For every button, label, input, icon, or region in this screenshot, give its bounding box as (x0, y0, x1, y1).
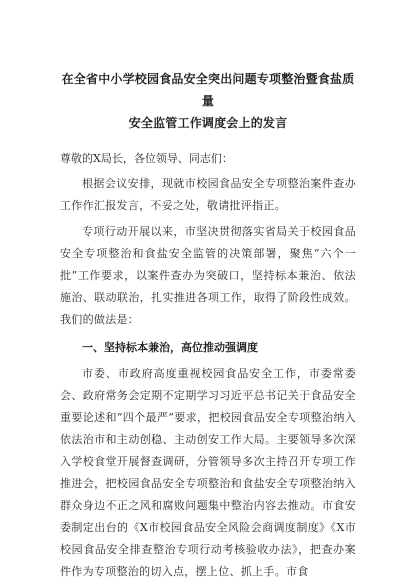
paragraph-intro: 根据会议安排，现就市校园食品安全专项整治案件查办工作作汇报发言，不妥之处，敬请批评指正。 (60, 177, 356, 212)
document-title (60, 68, 356, 134)
section-heading-1: 一、坚持标本兼治，高位推动强调度 (82, 341, 258, 354)
title-line-2: 安全监管工作调度会上的发言 (128, 116, 288, 130)
paragraph-overview: 专项行动开展以来，市坚决贯彻落实省局关于校园食品安全专项整治和食盐安全监管的决策部署，聚焦“六个一批”工作要求，以案件查办为突破口，坚持标本兼治、依法施治、联动联治，扎实推进各项工作，取得了阶段性成效。我们的做法是： (60, 225, 356, 326)
salutation: 尊敬的X局长，各位领导、同志们： (60, 152, 233, 165)
title-line-1: 在全省中小学校园食品安全突出问题专项整治暨食盐质量 (61, 72, 355, 108)
paragraph-section-1: 市委、市政府高度重视校园食品安全工作，市委常委会、政府常务会定期不定期学习习近平总书记关于食品安全重要论述和“四个最严”要求，把校园食品安全专项整治纳入依法治市和主动创稳、主动创安工作大局。主要领导多次深入学校食堂开展督查调研，分管领导多次主持召开专项工作推进会，把校园食品安全专项整治和食盐安全专项整治纳入群众身边不正之风和腐败问题集中整治内容去推动。市食安委制定出台的《X市校园食品安全风险会商调度制度》《X市校园食品安全排查整治专项行动考核验收办法》，把查办案件作为专项整治的切入点，摆上位、抓上手。市食 (60, 367, 356, 578)
